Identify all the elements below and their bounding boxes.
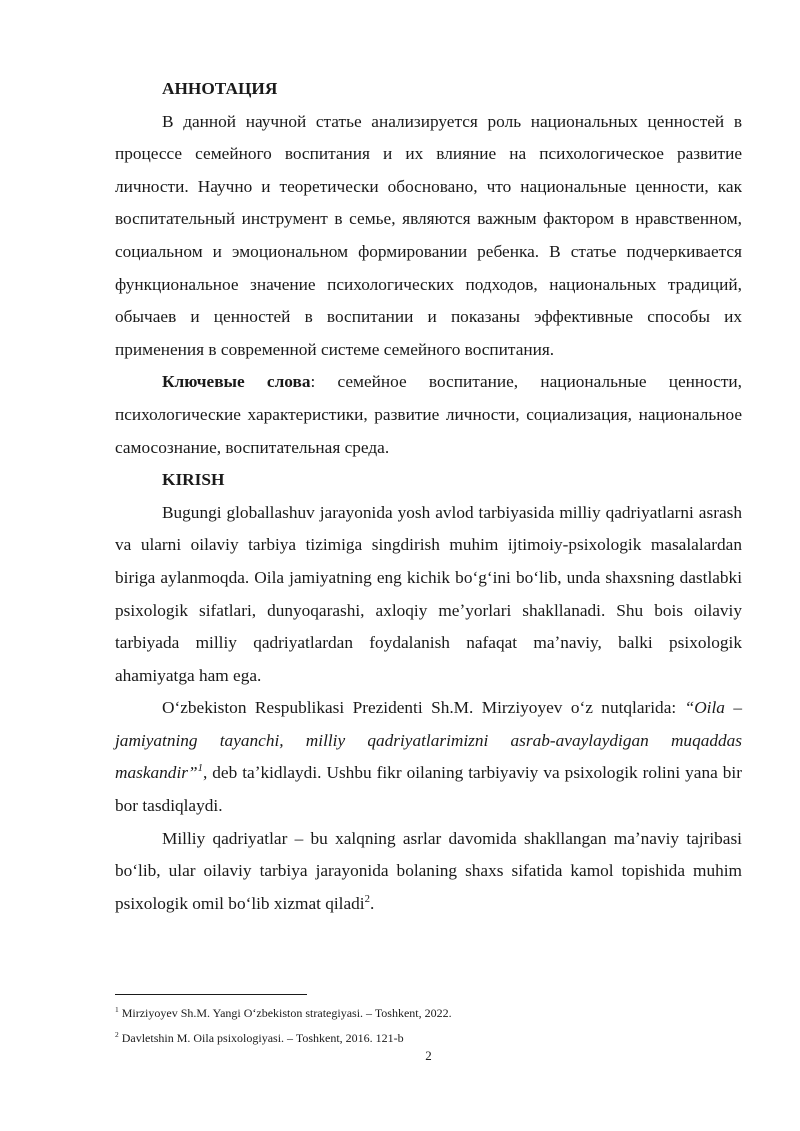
intro-paragraph-3 (115, 823, 742, 921)
page-number: 2 (425, 1048, 432, 1063)
paragraph-2-start: Oʻzbekiston Respublikasi Prezidenti Sh.M. Mirziyoyev oʻz nutqlarida: (162, 698, 685, 718)
keywords-paragraph (115, 366, 742, 464)
intro-paragraph-2 (115, 692, 742, 822)
keywords-label: Ключевые слова (162, 372, 311, 392)
footnote-ref-2[interactable]: 2 (364, 893, 370, 906)
intro-heading: KIRISH (162, 470, 225, 490)
footnote-separator (115, 994, 307, 995)
quote-text: “Oila – jamiyatning tayanchi, milliy qadriyatlarimizni asrab-avaylaydigan muqaddas maskandir” (115, 698, 742, 783)
footnote-ref-1[interactable]: 1 (197, 762, 203, 775)
page-body (115, 73, 742, 920)
footnote-2-number: 2 (115, 1030, 119, 1039)
paragraph-2-end: , deb taʼkidlaydi. Ushbu fikr oilaning tarbiyaviy va psixologik rolini yana bir bor tasdiqlaydi. (115, 763, 742, 816)
annotation-heading: АННОТАЦИЯ (162, 79, 278, 98)
footnote-1-text: Mirziyoyev Sh.M. Yangi Oʻzbekiston strategiyasi. – Toshkent, 2022. (118, 1006, 452, 1020)
paragraph-3-end: . (369, 893, 375, 913)
footnote-2-text: Davletshin M. Oila psixologiyasi. – Toshkent, 2016. 121-b (118, 1031, 404, 1045)
keywords-text: семейное воспитание, национальные ценности, психологические характеристики, развитие личности, социализация, национальное самосознание, воспитательная среда. (115, 372, 742, 457)
annotation-text: В данной научной статье анализируется роль национальных ценностей в процессе семейного воспитания и их влияние на психологическое развитие личности. Научно и теоретически обосновано, что национальные ценности, как воспитательный инструмент в семье, являются важным фактором в нравственном, социальном и эмоциональном формировании ребенка. В статье подчеркивается функциональное значение психологических подходов, национальных традиций, обычаев и ценностей в воспитании и показаны эффективные способы их применения в современной системе семейного воспитания. (115, 111, 742, 359)
footnote-1 (115, 1001, 742, 1026)
footnote-1-number: 1 (115, 1005, 119, 1014)
keywords-colon: : (310, 372, 316, 392)
paragraph-3-text: Milliy qadriyatlar – bu xalqning asrlar davomida shakllangan maʼnaviy tajribasi boʻlib, ular oilaviy tarbiya jarayonida bolaning shaxs sifatida kamol topishida muhim psixologik omil boʻlib xizmat qiladi (115, 828, 742, 913)
intro-paragraph-1: Bugungi globallashuv jarayonida yosh avlod tarbiyasida milliy qadriyatlarni asrash va ularni oilaviy tarbiya tizimiga singdirish muhim ijtimoiy-psixologik masalalardan biriga aylanmoqda. Oila jamiyatning eng kichik boʻgʻini boʻlib, unda shaxsning dastlabki psixologik sifatlari, dunyoqarashi, axloqiy meʼyorlari shakllanadi. Shu bois oilaviy tarbiyada milliy qadriyatlardan foydalanish nafaqat maʼnaviy, balki psixologik ahamiyatga ham ega. (115, 502, 742, 685)
footnotes (115, 1001, 742, 1051)
